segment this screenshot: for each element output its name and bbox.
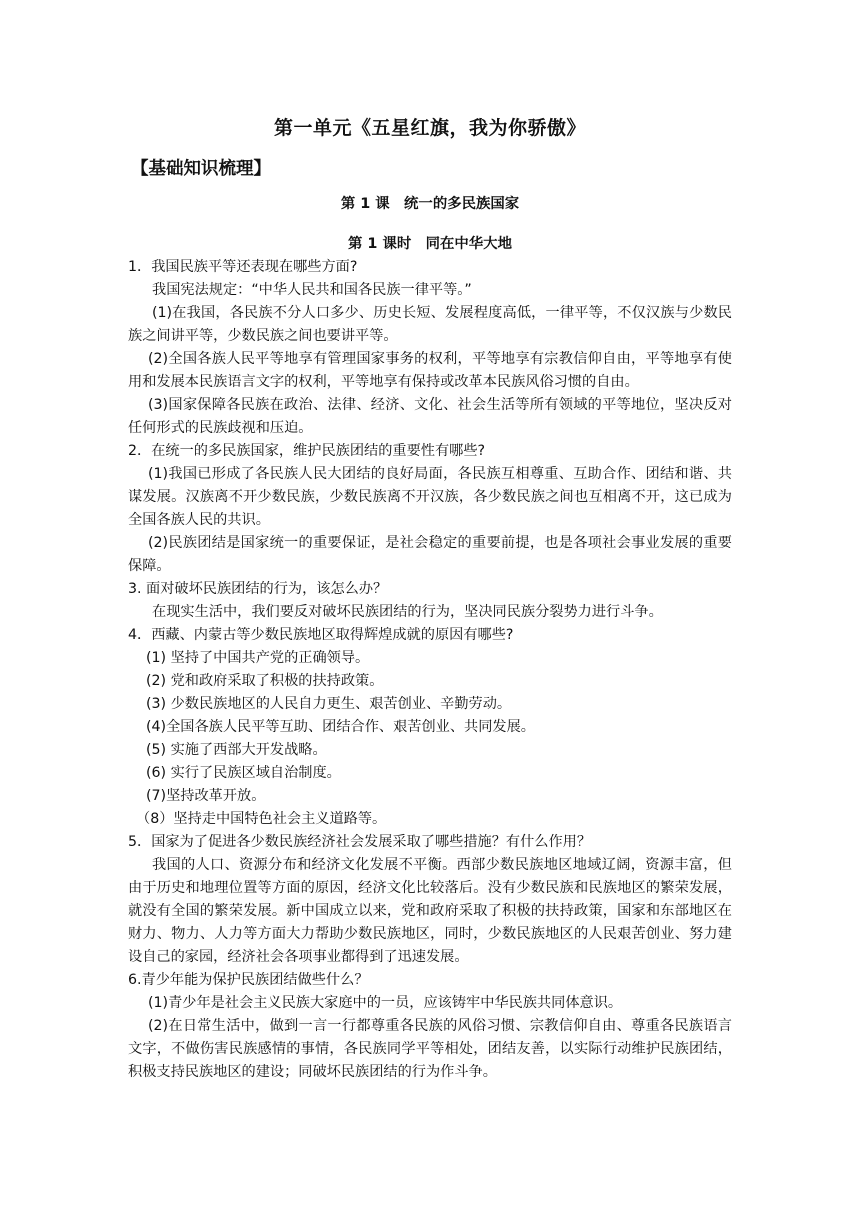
answer-1-paragraph-3: (2)全国各族人民平等地享有管理国家事务的权利，平等地享有宗教信仰自由，平等地享有使用和发展本民族语言文字的权利，平等地享有保持或改革本民族风俗习惯的自由。 bbox=[128, 351, 732, 390]
question-1: 1．我国民族平等还表现在哪些方面? bbox=[128, 259, 358, 275]
answer-4-item-4: (4)全国各族人民平等互助、团结合作、艰苦创业、共同发展。 bbox=[146, 719, 535, 735]
answer-5-paragraph-1: 我国的人口、资源分布和经济文化发展不平衡。西部少数民族地区地域辽阔，资源丰富，但由于历史和地理位置等方面的原因，经济文化比较落后。没有少数民族和民族地区的繁荣发展，就没有全国的繁荣发展。新中国成立以来，党和政府采取了积极的扶持政策，国家和东部地区在财力、物力、人力等方面大力帮助少数民族地区，同时，少数民族地区的人民艰苦创业、努力建设自己的家园，经济社会各项事业都得到了迅速发展。 bbox=[128, 857, 732, 965]
answer-6-paragraph-2: (2)在日常生活中，做到一言一行都尊重各民族的风俗习惯、宗教信仰自由、尊重各民族语言文字，不做伤害民族感情的事情，各民族同学平等相处，团结友善，以实际行动维护民族团结，积极支持民族地区的建设；同破坏民族团结的行为作斗争。 bbox=[128, 1018, 732, 1080]
answer-4-item-3: (3) 少数民族地区的人民自力更生、艰苦创业、辛勤劳动。 bbox=[146, 696, 512, 712]
answer-2-paragraph-2: (2)民族团结是国家统一的重要保证，是社会稳定的重要前提，也是各项社会事业发展的重要保障。 bbox=[128, 535, 732, 574]
answer-3-paragraph-1: 在现实生活中，我们要反对破坏民族团结的行为，坚决同民族分裂势力进行斗争。 bbox=[152, 604, 663, 620]
answer-4-item-5: (5) 实施了西部大开发战略。 bbox=[146, 742, 327, 758]
answer-4-item-2: (2) 党和政府采取了积极的扶持政策。 bbox=[146, 673, 384, 689]
question-5: 5．国家为了促进各少数民族经济社会发展采取了哪些措施？有什么作用？ bbox=[128, 834, 592, 850]
question-6: 6.青少年能为保护民族团结做些什么？ bbox=[128, 972, 369, 988]
answer-1-paragraph-2: (1)在我国，各民族不分人口多少、历史长短、发展程度高低，一律平等，不仅汉族与少数民族之间讲平等，少数民族之间也要讲平等。 bbox=[128, 305, 732, 344]
question-4: 4．西藏、内蒙古等少数民族地区取得辉煌成就的原因有哪些? bbox=[128, 627, 514, 643]
question-2: 2．在统一的多民族国家，维护民族团结的重要性有哪些? bbox=[128, 443, 486, 459]
lesson-title: 第 1 课 统一的多民族国家 bbox=[340, 196, 520, 212]
answer-6-paragraph-1: (1)青少年是社会主义民族大家庭中的一员，应该铸牢中华民族共同体意识。 bbox=[148, 995, 623, 1011]
document-content bbox=[128, 113, 732, 1084]
answer-2-paragraph-1: (1)我国已形成了各民族人民大团结的良好局面，各民族互相尊重、互助合作、团结和谐、共谋发展。汉族离不开少数民族，少数民族离不开汉族，各少数民族之间也互相离不开，这已成为全国各族人民的共识。 bbox=[128, 466, 732, 528]
answer-4-item-6: (6) 实行了民族区域自治制度。 bbox=[146, 765, 341, 781]
answer-4-item-7: (7)坚持改革开放。 bbox=[146, 788, 266, 804]
answer-1-paragraph-1: 我国宪法规定：“中华人民共和国各民族一律平等。” bbox=[152, 282, 472, 298]
unit-title: 第一单元《五星红旗，我为你骄傲》 bbox=[273, 117, 586, 139]
answer-4-item-8: （8）坚持走中国特色社会主义道路等。 bbox=[136, 811, 387, 827]
answer-1-paragraph-4: (3)国家保障各民族在政治、法律、经济、文化、社会生活等所有领域的平等地位，坚决反对任何形式的民族歧视和压迫。 bbox=[128, 397, 732, 436]
question-3: 3. 面对破坏民族团结的行为，该怎么办？ bbox=[128, 581, 388, 597]
answer-4-item-1: (1) 坚持了中国共产党的正确领导。 bbox=[146, 650, 370, 666]
section-title: 【基础知识梳理】 bbox=[131, 159, 271, 179]
period-title: 第 1 课时 同在中华大地 bbox=[348, 236, 512, 252]
